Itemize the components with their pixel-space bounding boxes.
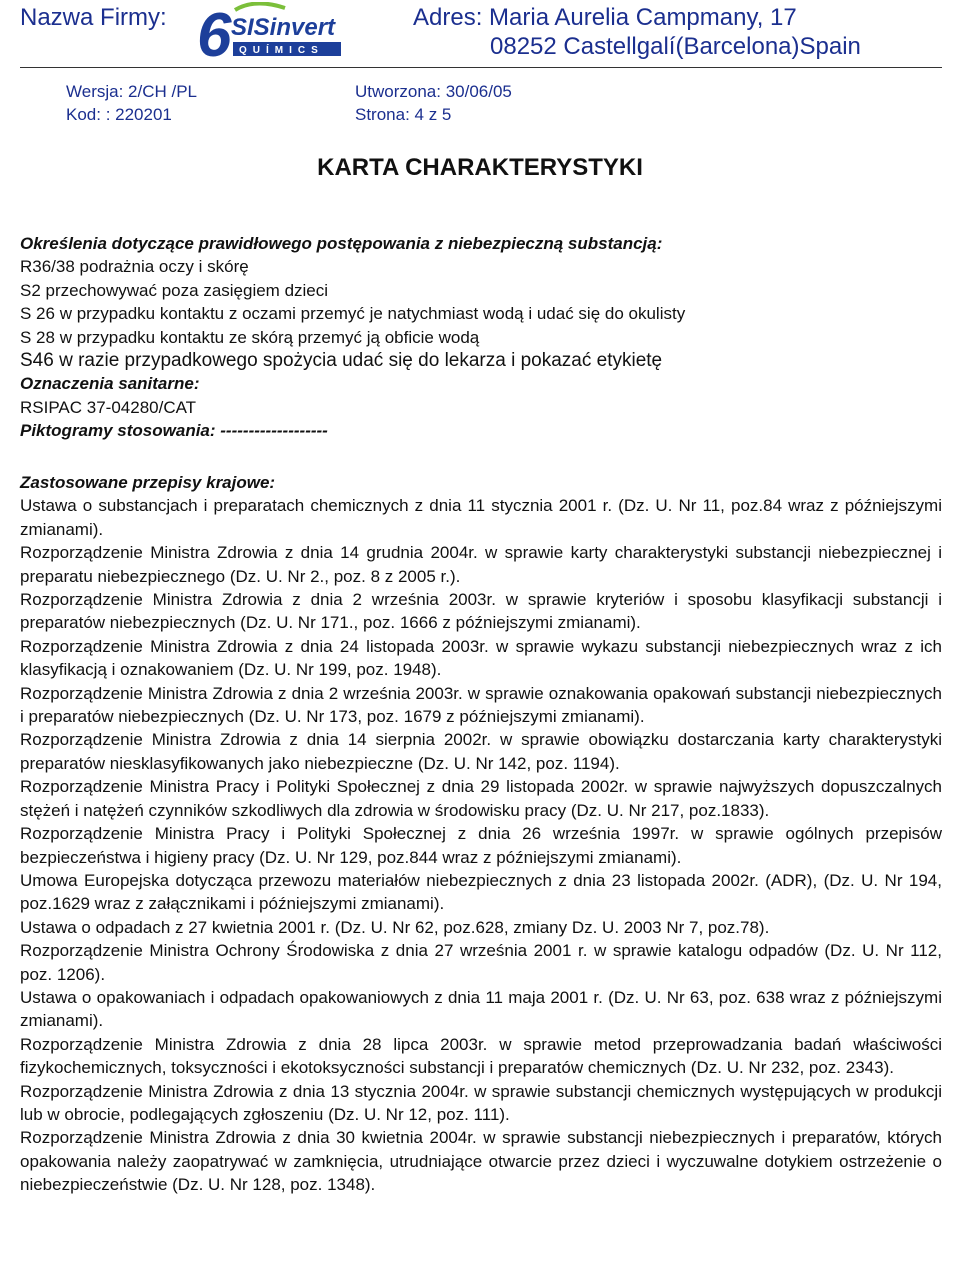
regulation-item: Umowa Europejska dotycząca przewozu materiałów niebezpiecznych z dnia 23 listopada 2002r. (ADR), (Dz. U. Nr 194, poz.1629 wraz z załącznikami i późniejszymi zmianami). [20,870,942,914]
company-label: Nazwa Firmy: [20,4,167,31]
regulation-item: Rozporządzenie Ministra Zdrowia z dnia 30 kwietnia 2004r. w sprawie substancji niebezpiecznych i preparatów, których opakowania należy zaopatrywać w zamknięcia, utrudniające otwarcie przez dzieci i wyczuwalne dotykiem ostrzeżenie o niebezpieczeństwie (Dz. U. Nr 128, poz. 1348). [20,1128,942,1195]
safety-line: S 26 w przypadku kontaktu z oczami przemyć je natychmiast wodą i udać się do okulisty [20,304,686,324]
logo-digit: 6 [197,2,232,62]
safety-line: S2 przechowywać poza zasięgiem dzieci [20,280,329,300]
safety-heading: Określenia dotyczące prawidłowego postępowania z niebezpieczną substancją: [20,234,663,253]
safety-line: S46 w razie przypadkowego spożycia udać się do lekarza i pokazać etykietę [20,350,663,372]
regulation-item: Rozporządzenie Ministra Pracy i Polityki Społecznej z dnia 29 listopada 2002r. w sprawie najwyższych dopuszczalnych stężeń i natężeń czynników szkodliwych dla zdrowia w środowisku pracy (Dz. U. Nr 217, poz.1833). [20,777,942,820]
pictograms-heading: Piktogramy stosowania: ------------------- [20,421,328,441]
safety-line: S 28 w przypadku kontaktu ze skórą przemyć ją obficie wodą [20,327,480,347]
created-label: Utworzona: 30/06/05 [355,82,512,101]
version-label: Wersja: 2/CH /PL [66,82,198,101]
page-title: KARTA CHARAKTERYSTYKI [317,154,643,181]
safety-section [20,232,942,443]
code-label: Kod: : 220201 [66,105,172,124]
regulation-item: Ustawa o odpadach z 27 kwietnia 2001 r. (Dz. U. Nr 62, poz.628, zmiany Dz. U. 2003 Nr 7, poz.78). [20,917,770,937]
address-line-1: Adres: Maria Aurelia Campmany, 17 [413,4,797,31]
regulation-item: Rozporządzenie Ministra Zdrowia z dnia 2 września 2003r. w sprawie oznakowania opakowań substancji niebezpiecznych i preparatów niebezpiecznych (Dz. U. Nr 173, poz. 1679 z późniejszymi zmianami). [20,683,942,727]
regulation-item: Rozporządzenie Ministra Pracy i Polityki Społecznej z dnia 26 września 1997r. w sprawie ogólnych przepisów bezpieczeństwa i higieny pracy (Dz. U. Nr 129, poz.844 wraz z późniejszymi zmianami). [20,824,942,867]
regulation-item: Rozporządzenie Ministra Zdrowia z dnia 14 sierpnia 2002r. w sprawie obowiązku dostarczania karty charakterystyki preparatów niesklasyfikowanych jako niebezpieczne (Dz. U. Nr 142, poz. 1194). [20,730,942,773]
address-line-2: 08252 Castellgalí(Barcelona)Spain [490,33,861,60]
regulations-heading: Zastosowane przepisy krajowe: [20,473,276,492]
regulation-item: Rozporządzenie Ministra Zdrowia z dnia 24 listopada 2003r. w sprawie wykazu substancji niebezpiecznych wraz z ich klasyfikacją i oznakowaniem (Dz. U. Nr 199, poz. 1948). [20,636,942,680]
regulation-item: Ustawa o substancjach i preparatach chemicznych z dnia 11 stycznia 2001 r. (Dz. U. Nr 11, poz.84 wraz z późniejszymi zmianami). [20,496,942,539]
regulations-section [20,471,942,1197]
regulation-item: Rozporządzenie Ministra Ochrony Środowiska z dnia 27 września 2001 r. w sprawie katalogu odpadów (Dz. U. Nr 112, poz. 1206). [20,941,942,984]
safety-line: R36/38 podrażnia oczy i skórę [20,257,249,277]
sanitary-heading: Oznaczenia sanitarne: [20,374,200,394]
regulation-item: Rozporządzenie Ministra Zdrowia z dnia 13 stycznia 2004r. w sprawie substancji chemicznych występujących w produkcji lub w obrocie, podlegających zgłoszeniu (Dz. U. Nr 12, poz. 111). [20,1081,942,1124]
regulation-item: Rozporządzenie Ministra Zdrowia z dnia 28 lipca 2003r. w sprawie metod przeprowadzania badań właściwości fizykochemicznych, toksyczności i ekotoksyczności substancji i preparatów chemicznych (Dz. U. Nr 232, poz. 2343). [20,1034,942,1078]
sanitary-value: RSIPAC 37-04280/CAT [20,397,197,417]
logo-text-top: SISinvert [231,14,336,41]
company-logo [195,2,345,62]
regulation-item: Ustawa o opakowaniach i odpadach opakowaniowych z dnia 11 maja 2001 r. (Dz. U. Nr 63, poz. 638 wraz z późniejszymi zmianami). [20,987,942,1031]
regulation-item: Rozporządzenie Ministra Zdrowia z dnia 14 grudnia 2004r. w sprawie karty charakterystyki substancji niebezpiecznej i preparatu niebezpiecznego (Dz. U. Nr 2., poz. 8 z 2005 r.). [20,543,942,586]
page-label: Strona: 4 z 5 [355,105,452,124]
regulation-item: Rozporządzenie Ministra Zdrowia z dnia 2 września 2003r. w sprawie kryteriów i sposobu klasyfikacji substancji i preparatów niebezpiecznych (Dz. U. Nr 171., poz. 1666 z późniejszymi zmianami). [20,590,942,633]
logo-text-bottom: QUÍMICS [239,45,324,56]
header-divider [20,67,942,68]
